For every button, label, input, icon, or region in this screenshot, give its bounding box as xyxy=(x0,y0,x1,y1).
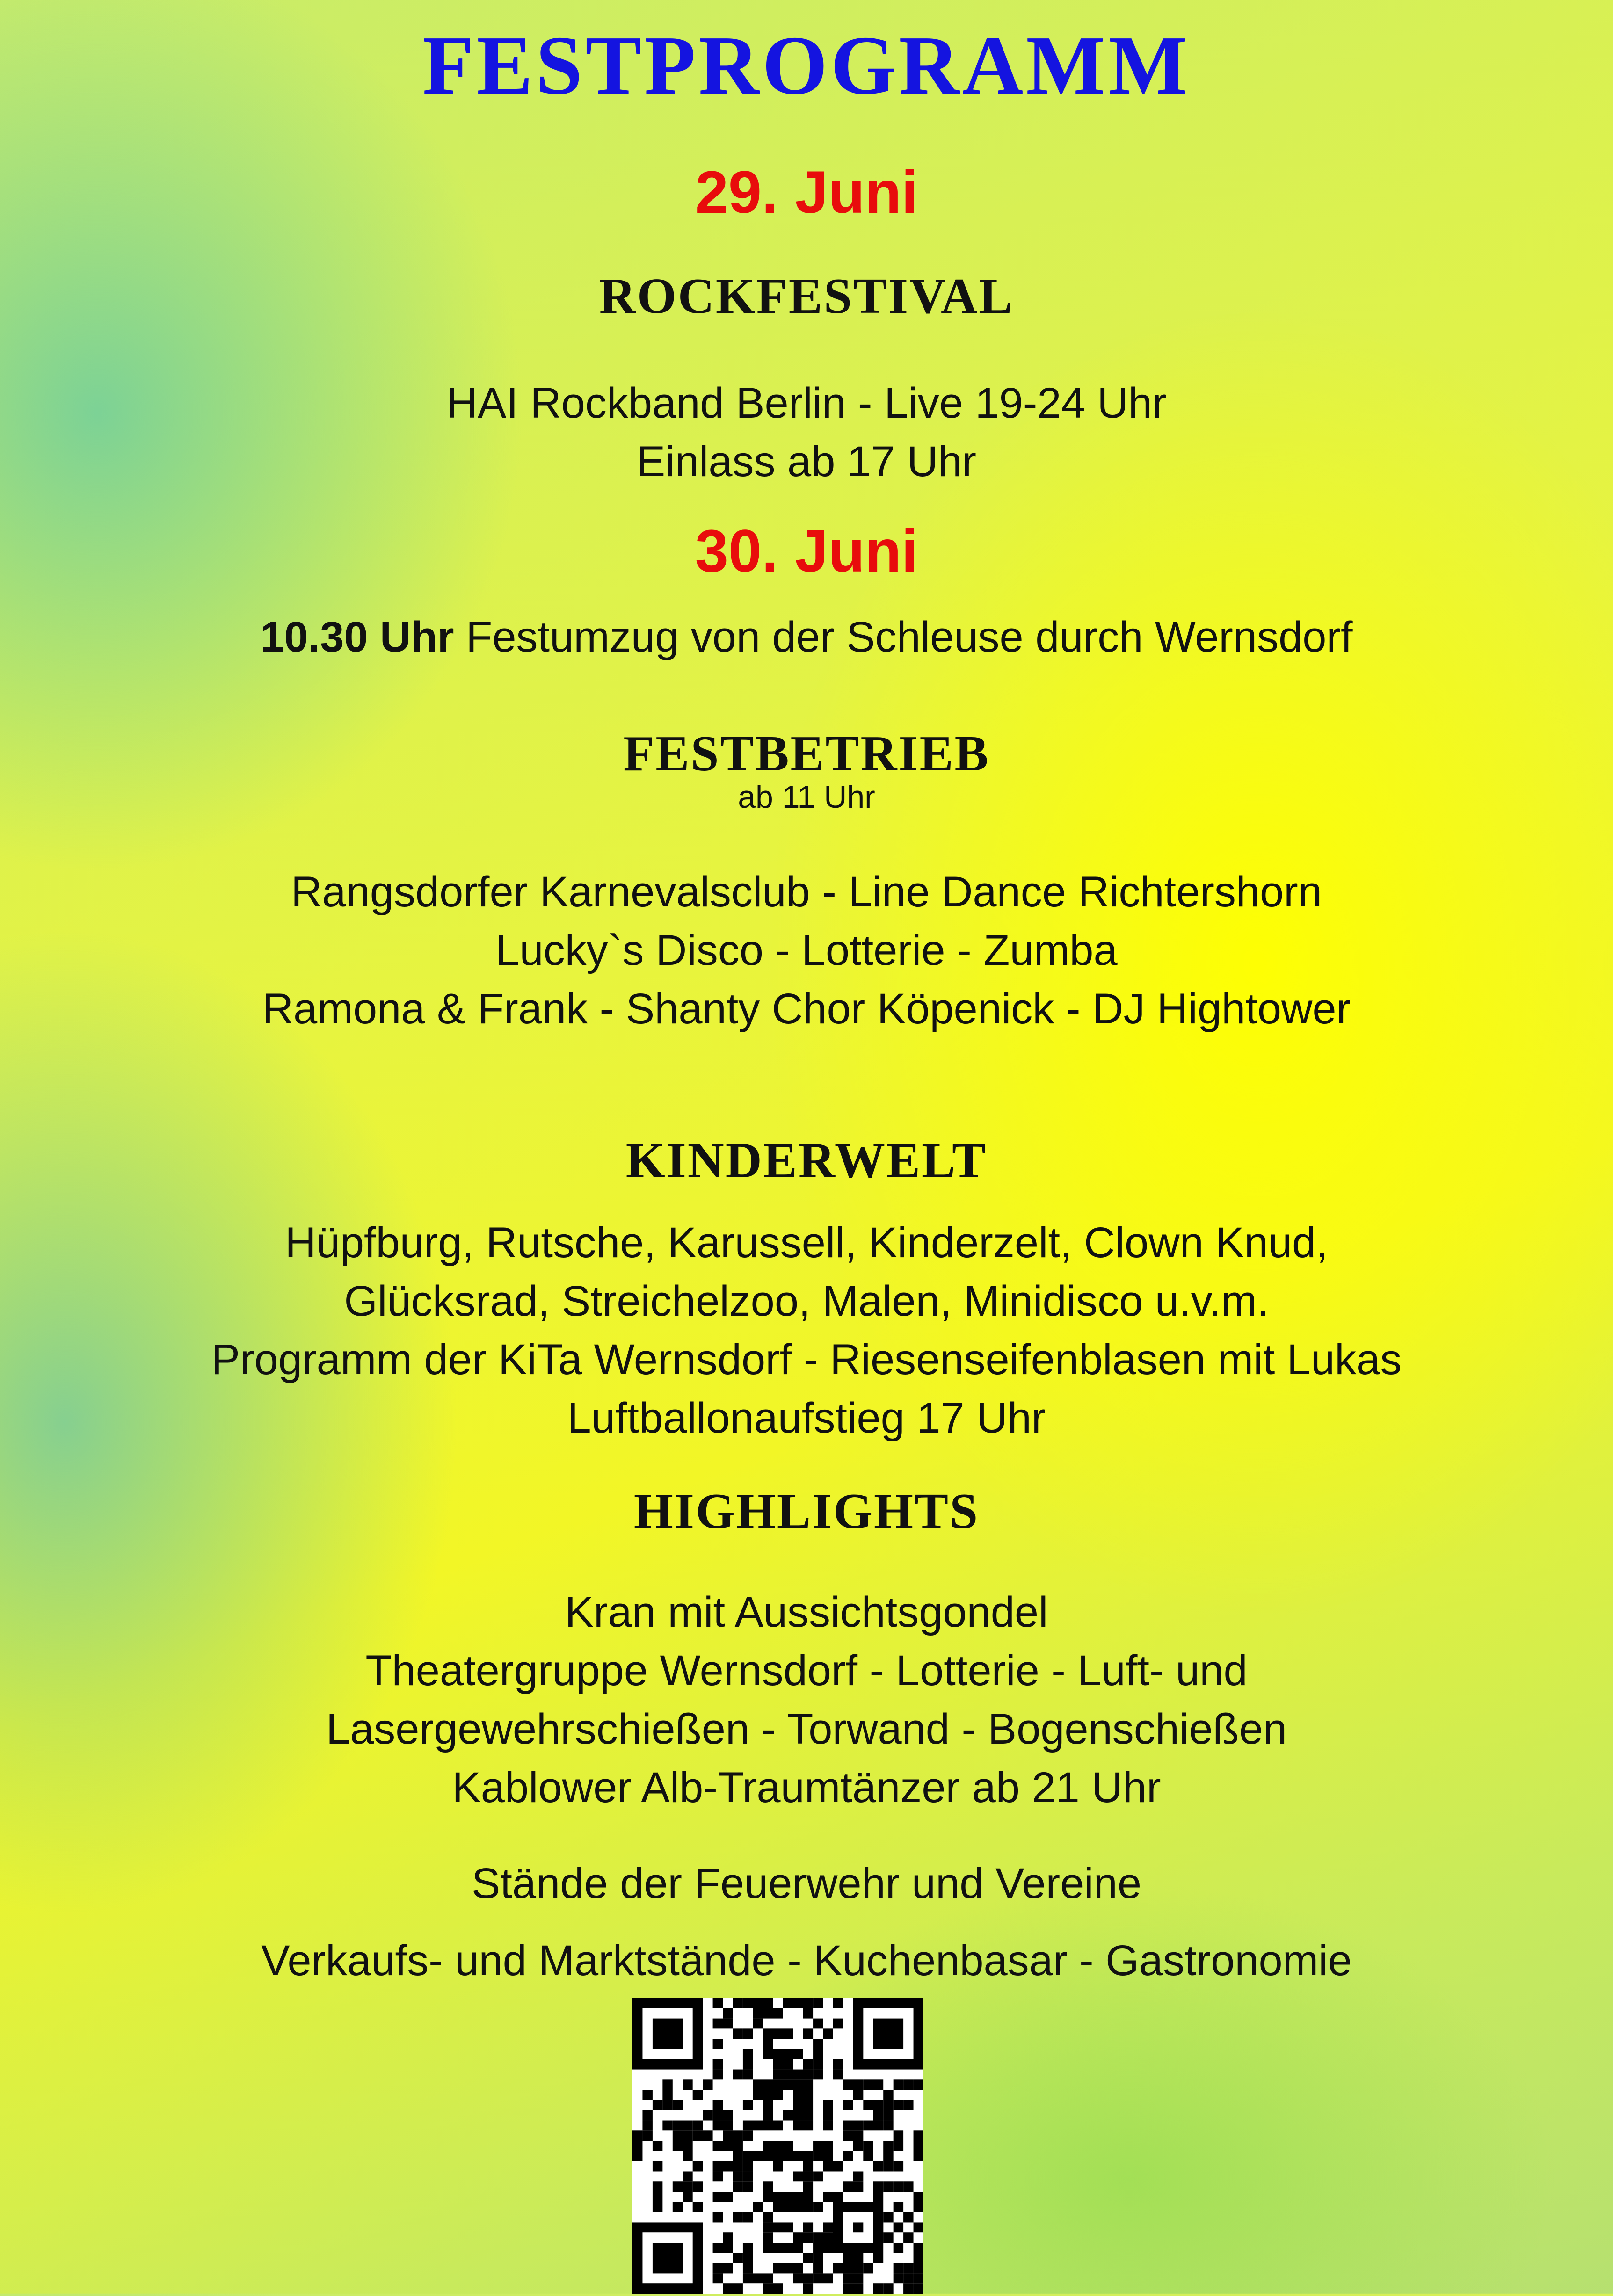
rock-line-1: HAI Rockband Berlin - Live 19-24 Uhr xyxy=(446,379,1167,427)
highlights-line-4: Kablower Alb-Traumtänzer ab 21 Uhr xyxy=(452,1764,1161,1811)
highlights-line-3: Lasergewehrschießen - Torwand - Bogenschießen xyxy=(326,1705,1287,1753)
qr-code-graphic xyxy=(632,1998,923,2294)
section-rockfestival: ROCKFESTIVAL xyxy=(599,268,1014,324)
date-day1: 29. Juni xyxy=(695,159,918,226)
parade-line xyxy=(0,608,1613,666)
stands-line: Stände der Feuerwehr und Vereine xyxy=(471,1860,1142,1907)
section-kinderwelt: KINDERWELT xyxy=(625,1133,988,1188)
kinderwelt-line-2: Glücksrad, Streichelzoo, Malen, Minidisco u.v.m. xyxy=(344,1277,1269,1325)
kinderwelt-line-1: Hüpfburg, Rutsche, Karussell, Kinderzelt, Clown Knud, xyxy=(285,1219,1328,1267)
section-highlights: HIGHLIGHTS xyxy=(633,1484,980,1539)
kinderwelt-line-3: Programm der KiTa Wernsdorf - Riesenseifenblasen mit Lukas xyxy=(211,1336,1402,1383)
festbetrieb-line-1: Rangsdorfer Karnevalsclub - Line Dance Richtershorn xyxy=(291,868,1322,916)
parade-text: Festumzug von der Schleuse durch Wernsdorf xyxy=(454,613,1353,661)
date-day2: 30. Juni xyxy=(695,518,918,585)
kinderwelt-line-4: Luftballonaufstieg 17 Uhr xyxy=(567,1394,1046,1442)
festbetrieb-line-3: Ramona & Frank - Shanty Chor Köpenick - DJ Hightower xyxy=(262,985,1351,1033)
rock-line-2: Einlass ab 17 Uhr xyxy=(636,438,977,485)
parade-time: 10.30 Uhr xyxy=(260,613,454,661)
festbetrieb-line-2: Lucky`s Disco - Lotterie - Zumba xyxy=(495,927,1118,974)
festbetrieb-sub: ab 11 Uhr xyxy=(738,779,875,815)
page-title: FESTPROGRAMM xyxy=(422,19,1191,112)
section-festbetrieb: FESTBETRIEB xyxy=(623,726,990,782)
highlights-line-2: Theatergruppe Wernsdorf - Lotterie - Luft- und xyxy=(365,1647,1248,1695)
market-line: Verkaufs- und Marktstände - Kuchenbasar - Gastronomie xyxy=(261,1937,1352,1985)
highlights-line-1: Kran mit Aussichtsgondel xyxy=(565,1588,1048,1636)
qr-code-icon[interactable] xyxy=(632,1998,923,2294)
